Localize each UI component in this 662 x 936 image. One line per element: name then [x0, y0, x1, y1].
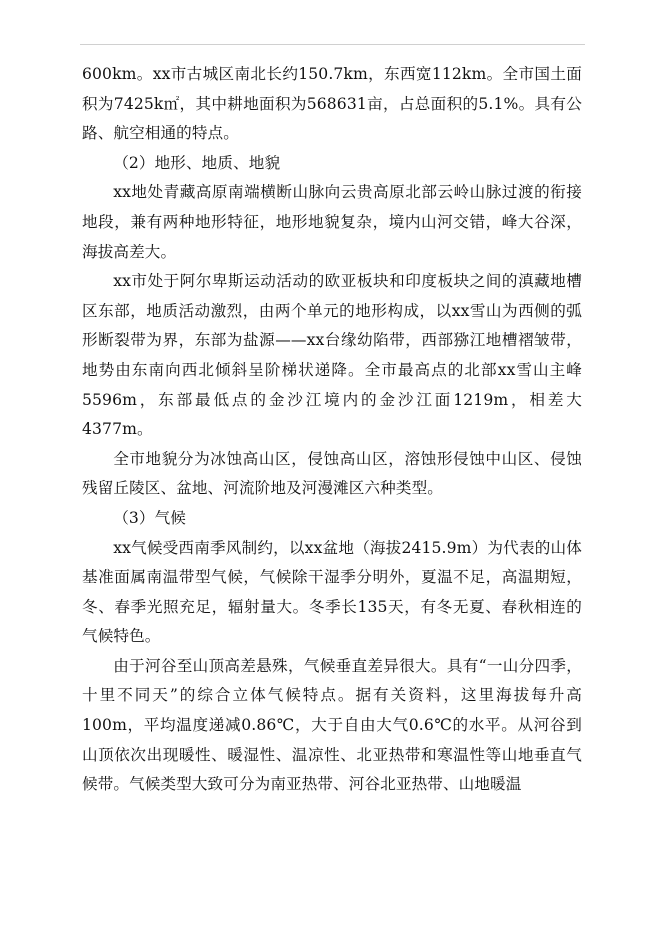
- section-heading-terrain: （2）地形、地质、地貌: [113, 153, 281, 172]
- paragraph-geology: xx市处于阿尔卑斯运动活动的欧亚板块和印度板块之间的滇藏地槽区东部，地质活动激烈，由两个单元的地形构成，以xx雪山为西侧的弧形断裂带为界，东部为盐源——xx台缘幼陷带，西部猕江地槽褶皱带，地势由东南向西北倾斜呈阶梯状递降。全市最高点的北部xx雪山主峰5596m，东部最低点的金沙江境内的金沙江面1219m，相差大4377m。: [82, 272, 582, 439]
- paragraph-vertical-climate: 由于河谷至山顶高差悬殊，气候垂直差异很大。具有“一山分四季，十里不同天”的综合立体气候特点。据有关资料，这里海拔每升高100m，平均温度递减0.86℃，大于自由大气0.6℃的水平。从河谷到山顶依次出现暖性、暖湿性、温凉性、北亚热带和寒温性等山地垂直气候带。气候类型大致可分为南亚热带、河谷北亚热带、山地暖温: [82, 656, 582, 794]
- document-body: [82, 60, 582, 800]
- paragraph-climate-overview: xx气候受西南季风制约，以xx盆地（海拔2415.9m）为代表的山体基准面属南温带型气候，气候除干湿季分明外，夏温不足，高温期短，冬、春季光照充足，辐射量大。冬季长135天，有冬无夏、春秋相连的气候特色。: [82, 538, 582, 646]
- header-rule: [80, 44, 585, 45]
- paragraph-landform-types: 全市地貌分为冰蚀高山区，侵蚀高山区，溶蚀形侵蚀中山区、侵蚀残留丘陵区、盆地、河流阶地及河漫滩区六种类型。: [82, 449, 582, 498]
- paragraph-terrain-overview: xx地处青藏高原南端横断山脉向云贵高原北部云岭山脉过渡的衔接地段，兼有两种地形特征，地形地貌复杂，境内山河交错，峰大谷深，海拔高差大。: [82, 183, 582, 261]
- section-heading-climate: （3）气候: [113, 508, 186, 527]
- paragraph-location-continued: 600km。xx市古城区南北长约150.7km，东西宽112km。全市国土面积为7425k㎡，其中耕地面积为568631亩，占总面积的5.1%。具有公路、航空相通的特点。: [82, 65, 582, 143]
